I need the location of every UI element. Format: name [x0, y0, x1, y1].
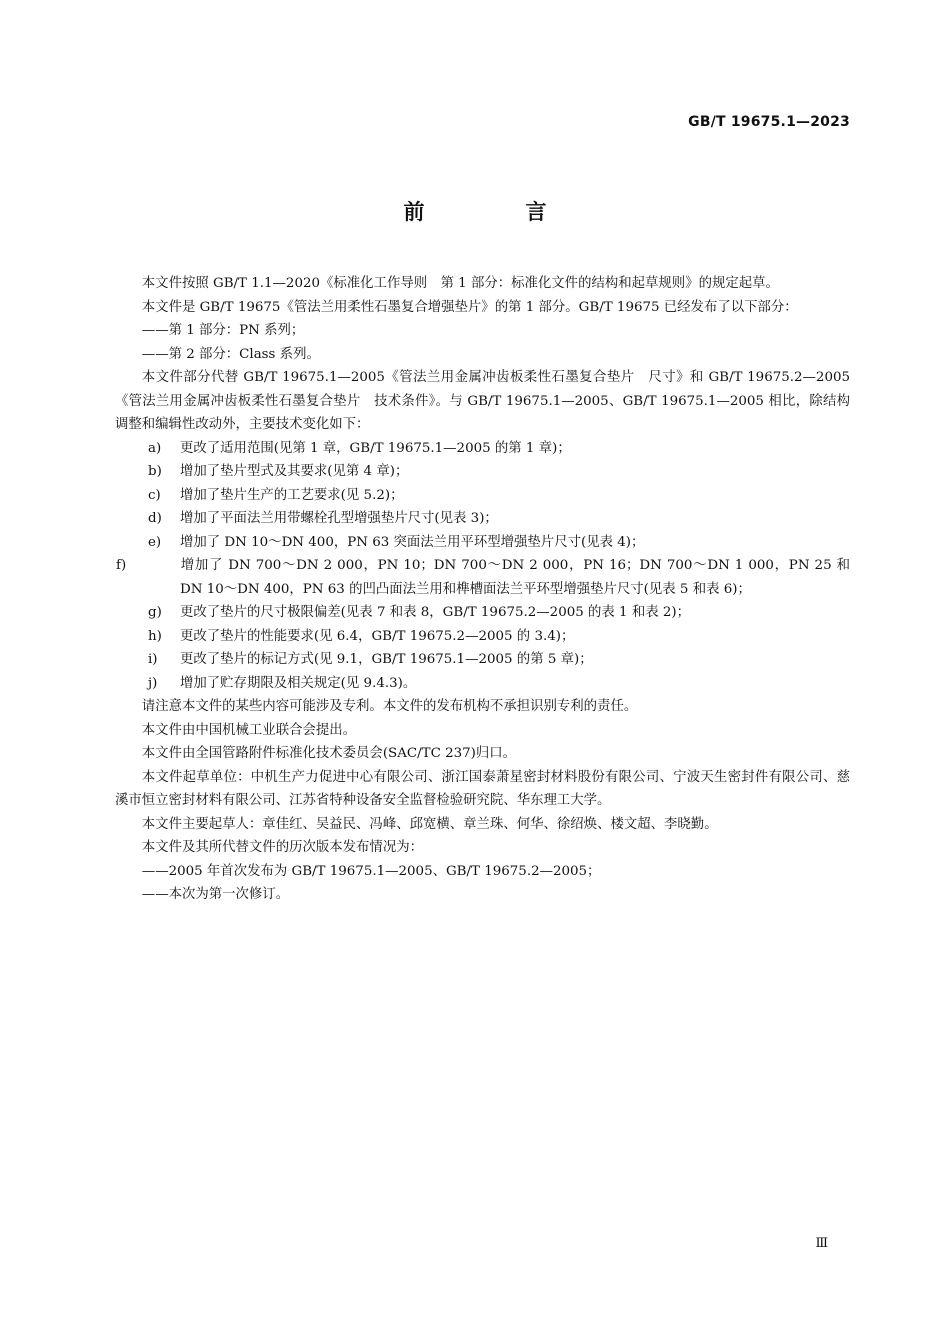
paragraph-history-intro: 本文件及其所代替文件的历次版本发布情况为：	[141, 840, 423, 855]
list-item-history-1: ——2005 年首次发布为 GB/T 19675.1—2005、GB/T 19675.2—2005；	[141, 863, 601, 879]
change-item: g) 更改了垫片的尺寸极限偏差(见表 7 和表 8，GB/T 19675.2—2005 的表 1 和表 2)；	[148, 605, 690, 620]
change-item: b) 增加了垫片型式及其要求(见第 4 章)；	[148, 464, 409, 479]
paragraph-proposer: 本文件由中国机械工业联合会提出。	[141, 722, 357, 738]
paragraph-drafting-rule: 本文件按照 GB/T 1.1—2020《标准化工作导则 第 1 部分：标准化文件的结构和起草规则》的规定起草。	[141, 276, 779, 291]
change-item: e) 增加了 DN 10～DN 400，PN 63 突面法兰用平环型增强垫片尺寸(见表 4)；	[148, 534, 645, 550]
paragraph-drafting-units: 本文件起草单位：中机生产力促进中心有限公司、浙江国泰萧星密封材料股份有限公司、宁波天生密封件有限公司、慈溪市恒立密封材料有限公司、江苏省特种设备安全监督检验研究院、华东理工大学。	[115, 769, 850, 808]
list-item-part-1: ——第 1 部分：PN 系列；	[141, 323, 305, 338]
paragraph-replacement: 本文件部分代替 GB/T 19675.1—2005《管法兰用金属冲齿板柔性石墨复合垫片 尺寸》和 GB/T 19675.2—2005《管法兰用金属冲齿板柔性石墨复合垫片 技术条件》。与 GB/T 19675.1—2005、GB/T 19675.1—2005 相比，除结构调整和编辑性改动外，主要技术变化如下：	[115, 370, 850, 432]
standard-number: GB/T 19675.1—2023	[688, 114, 850, 130]
list-item-part-2: ——第 2 部分：Class 系列。	[141, 346, 320, 362]
change-item: a) 更改了适用范围(见第 1 章，GB/T 19675.1—2005 的第 1 章)；	[148, 440, 571, 456]
page-title: 前 言	[403, 200, 587, 224]
foreword-body	[115, 272, 850, 907]
change-item: c) 增加了垫片生产的工艺要求(见 5.2)；	[148, 487, 404, 503]
page-number: Ⅲ	[815, 1236, 828, 1251]
paragraph-drafters: 本文件主要起草人：章佳红、吴益民、冯峰、邱宽横、章兰珠、何华、徐绍焕、楼文超、李晓勤。	[141, 816, 718, 832]
paragraph-parts-intro: 本文件是 GB/T 19675《管法兰用柔性石墨复合增强垫片》的第 1 部分。GB/T 19675 已经发布了以下部分：	[141, 299, 798, 315]
change-item: i) 更改了垫片的标记方式(见 9.1，GB/T 19675.1—2005 的第 5 章)；	[148, 652, 593, 667]
change-item: d) 增加了平面法兰用带螺栓孔型增强垫片尺寸(见表 3)；	[148, 511, 498, 526]
change-item: f) 增加了 DN 700～DN 2 000，PN 10；DN 700～DN 2 000，PN 16；DN 700～DN 1 000，PN 25 和 DN 10～DN 400，PN 63 的凹凸面法兰用和榫槽面法兰平环型增强垫片尺寸(见表 5 和表 6)；	[116, 558, 850, 597]
change-item: j) 增加了贮存期限及相关规定(见 9.4.3)。	[148, 675, 417, 691]
paragraph-committee: 本文件由全国管路附件标准化技术委员会(SAC/TC 237)归口。	[141, 746, 517, 761]
change-item: h) 更改了垫片的性能要求(见 6.4，GB/T 19675.2—2005 的 3.4)；	[148, 628, 575, 644]
paragraph-patent-notice: 请注意本文件的某些内容可能涉及专利。本文件的发布机构不承担识别专利的责任。	[141, 699, 638, 714]
list-item-history-2: ——本次为第一次修订。	[141, 887, 290, 902]
